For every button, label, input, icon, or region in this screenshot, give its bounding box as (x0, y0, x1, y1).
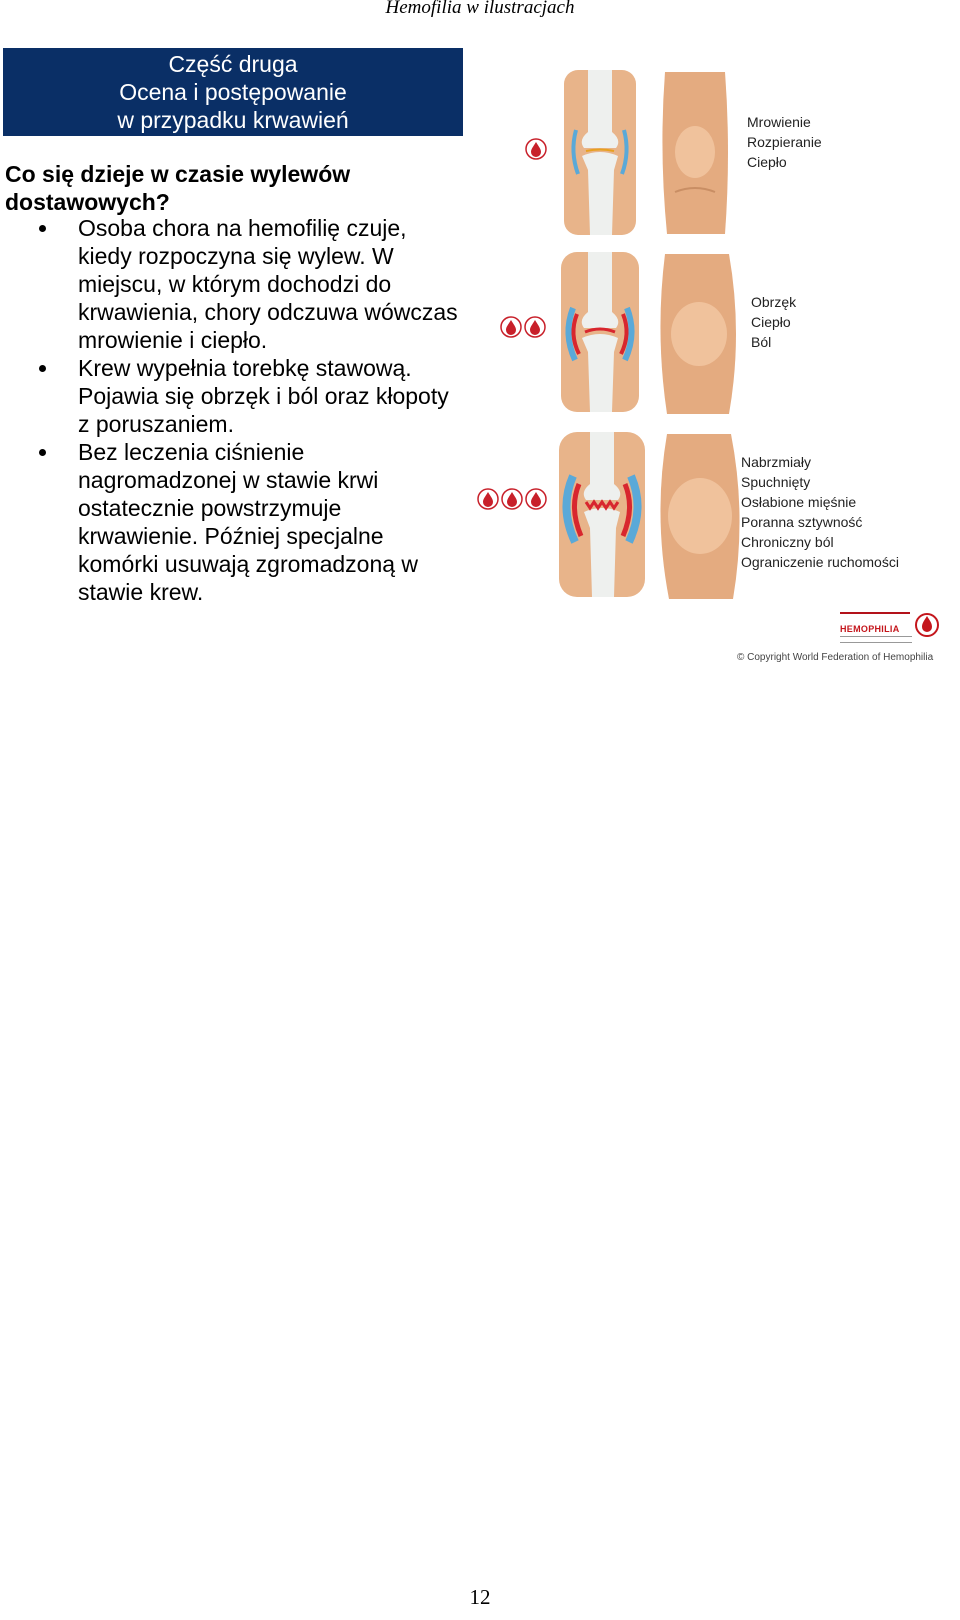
blood-drop-icon (500, 316, 522, 338)
symptom-label: Mrowienie (747, 114, 811, 130)
symptom-label: Chroniczny ból (741, 534, 834, 550)
knee-exterior-2 (655, 254, 743, 414)
joint-cross-section-2 (555, 252, 645, 412)
knee-exterior-3 (655, 434, 745, 599)
wfh-symbol-icon (914, 610, 940, 640)
symptom-label: Ograniczenie ruchomości (741, 554, 899, 570)
symptom-label: Obrzęk (751, 294, 797, 310)
joint-cross-section-1 (560, 70, 640, 235)
section-question: Co się dzieje w czasie wylewów dostawowych? (5, 161, 351, 215)
blood-drops (525, 138, 547, 165)
bullet-item (35, 354, 465, 438)
stage-3 (475, 432, 960, 602)
blood-drop-icon (525, 138, 547, 160)
part-title-line: Ocena i postępowanie (119, 79, 347, 105)
logo-rule (840, 636, 912, 643)
symptom-label: Poranna sztywność (741, 514, 863, 530)
bullet-text: Osoba chora na hemofilię czuje, kiedy rozpoczyna się wylew. W miejscu, w którym dochodzi do krwawienia, chory odczuwa wówczas mrowienie i ciepło. (78, 215, 458, 353)
part-title-box (3, 48, 463, 136)
symptom-label: Ból (751, 334, 772, 350)
blood-drop-icon (524, 316, 546, 338)
symptom-label: Osłabione mięśnie (741, 494, 857, 510)
blood-drops (500, 316, 546, 343)
symptom-label: Spuchnięty (741, 474, 811, 490)
blood-drops (477, 488, 547, 515)
symptom-list (751, 292, 796, 352)
blood-drop-icon (477, 488, 499, 510)
part-title-line: Część druga (168, 51, 298, 77)
bullet-item (35, 438, 465, 606)
logo-wordmark: HEMOPHILIA (840, 624, 900, 634)
stage-2 (475, 252, 960, 417)
bullet-dot-icon (39, 365, 46, 372)
bullet-text: Bez leczenia ciśnienie nagromadzonej w stawie krwi ostatecznie powstrzymuje krwawienie. Później specjalne komórki usuwają zgromadzoną w stawie krew. (78, 439, 419, 605)
knee-exterior-1 (655, 72, 735, 234)
part-title-line: w przypadku krwawień (117, 107, 349, 133)
logo-rule (840, 612, 910, 614)
symptom-label: Nabrzmiały (741, 454, 812, 470)
symptom-list (741, 452, 899, 572)
symptom-label: Ciepło (751, 314, 791, 330)
bullet-item (35, 214, 465, 354)
copyright-notice: © Copyright World Federation of Hemophilia (737, 652, 934, 663)
bullet-text: Krew wypełnia torebkę stawową. Pojawia się obrzęk i ból oraz kłopoty z poruszaniem. (78, 355, 449, 437)
stage-1 (475, 70, 960, 235)
running-header: Hemofilia w ilustracjach (385, 0, 575, 18)
page-number: 12 (469, 1585, 491, 1609)
symptom-list (747, 112, 822, 172)
joint-bleed-illustration (475, 70, 960, 670)
bullet-dot-icon (39, 225, 46, 232)
bullet-list (35, 214, 465, 606)
blood-drop-icon (525, 488, 547, 510)
joint-cross-section-3 (553, 432, 651, 597)
symptom-label: Rozpieranie (747, 134, 822, 150)
blood-drop-icon (501, 488, 523, 510)
bullet-dot-icon (39, 449, 46, 456)
symptom-label: Ciepło (747, 154, 787, 170)
